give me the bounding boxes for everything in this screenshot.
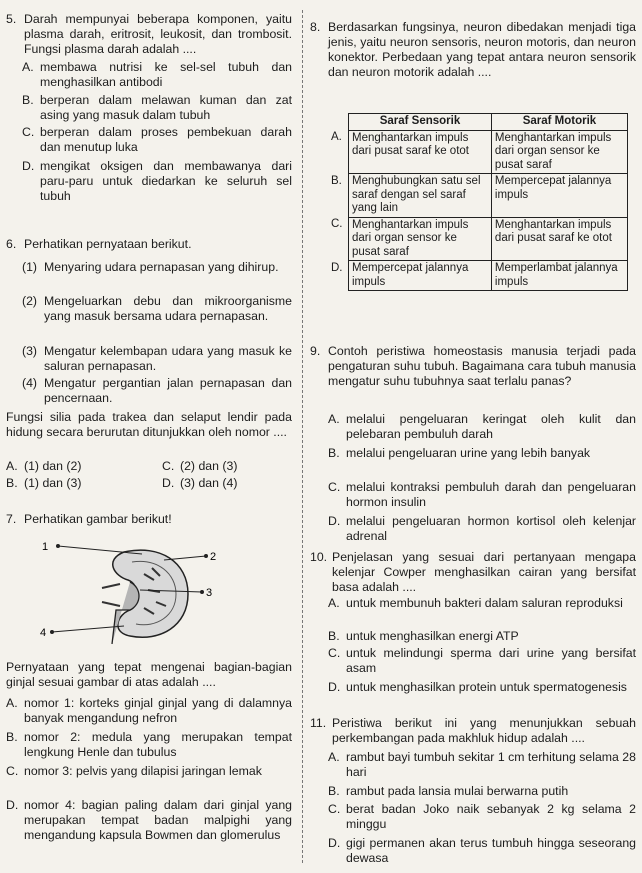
option-text: berperan dalam melawan kuman dan zat asing yang masuk dalam tubuh: [40, 93, 292, 122]
option-letter: A.: [22, 60, 34, 74]
cell-motorik: Mempercepat jalannya impuls: [491, 174, 627, 218]
q5-option-d[interactable]: [22, 159, 292, 204]
statement-number: (2): [22, 294, 38, 308]
option-text: berat badan Joko naik sebanyak 2 kg selama 2 minggu: [346, 802, 636, 831]
q6-option-a[interactable]: [6, 459, 136, 474]
question-stem: Darah mempunyai beberapa komponen, yaitu plasma darah, eritrosit, leukosit, dan trombosit. Fungsi plasma darah adalah ....: [24, 12, 292, 56]
q6-statement-4: [22, 376, 292, 406]
table-row[interactable]: [328, 261, 628, 291]
q6-statement-2: [22, 294, 292, 324]
option-letter: D.: [22, 159, 35, 173]
option-letter: B.: [328, 629, 340, 643]
q6-paragraph: Fungsi silia pada trakea dan selaput lendir pada hidung secara berurutan ditunjukkan oleh nomor ....: [6, 410, 292, 439]
cell-sensorik: Mempercepat jalannya impuls: [349, 261, 492, 291]
q11-option-b[interactable]: [328, 784, 636, 799]
option-letter: B.: [22, 93, 34, 107]
option-letter: A.: [328, 596, 340, 610]
question-stem: Berdasarkan fungsinya, neuron dibedakan menjadi tiga jenis, yaitu neuron sensoris, neuron motoris, dan neuron konektor. Perbedaan yang tepat antara neuron sensorik dan neuron motorik adalah ....: [328, 20, 636, 79]
question-number: 9.: [310, 344, 321, 358]
table-row[interactable]: [328, 130, 628, 174]
option-text: rambut pada lansia mulai berwarna putih: [346, 784, 569, 798]
q6-statement-3: [22, 344, 292, 374]
cell-motorik: Menghantarkan impuls dari organ sensor ke pusat saraf: [491, 130, 627, 174]
question-stem: Contoh peristiwa homeostasis manusia terjadi pada pengaturan suhu tubuh. Bagaimana cara tubuh manusia mengatur suhu tubuhnya saat terlalu panas?: [328, 344, 636, 388]
question-5: [6, 12, 292, 57]
row-letter: B.: [331, 174, 342, 187]
question-6: [6, 237, 292, 252]
statement-number: (1): [22, 260, 38, 274]
option-letter: C.: [328, 646, 341, 660]
option-letter: C.: [6, 764, 19, 778]
option-letter: D.: [328, 836, 341, 850]
option-letter: B.: [328, 446, 340, 460]
option-text: (2) dan (3): [180, 459, 238, 473]
option-text: berperan dalam proses pembekuan darah dan menutup luka: [40, 125, 292, 154]
question-7: [6, 512, 292, 527]
q9-option-a[interactable]: [328, 412, 636, 442]
option-letter: C.: [22, 125, 35, 139]
statement-text: Mengatur pergantian jalan pernapasan dan pencernaan.: [44, 376, 292, 405]
question-number: 11.: [310, 716, 327, 730]
q6-option-b[interactable]: [6, 476, 136, 491]
q11-option-a[interactable]: [328, 750, 636, 780]
question-stem: Perhatikan gambar berikut!: [24, 512, 172, 526]
option-text: nomor 3: pelvis yang dilapisi jaringan lemak: [24, 764, 262, 778]
question-number: 6.: [6, 237, 17, 251]
option-letter: B.: [328, 784, 340, 798]
option-text: (3) dan (4): [180, 476, 238, 490]
header-motorik: Saraf Motorik: [491, 114, 627, 131]
option-letter: A.: [6, 696, 18, 710]
q7-option-b[interactable]: [6, 730, 292, 760]
row-letter: A.: [331, 131, 342, 143]
option-letter: C.: [328, 802, 341, 816]
q6-option-d[interactable]: [162, 476, 292, 491]
statement-number: (3): [22, 344, 38, 358]
kidney-diagram: [32, 540, 222, 644]
option-letter: D.: [328, 680, 341, 694]
option-letter: D.: [328, 514, 341, 528]
q7-paragraph: Pernyataan yang tepat mengenai bagian-bagian ginjal sesuai gambar di atas adalah ....: [6, 660, 292, 689]
q7-option-a[interactable]: [6, 696, 292, 726]
question-stem: Penjelasan yang sesuai dari pertanyaan mengapa kelenjar Cowper menghasilkan cairan yang bersifat basa adalah ....: [332, 550, 636, 594]
table-row[interactable]: [328, 174, 628, 218]
cell-sensorik: Menghantarkan impuls dari pusat saraf ke otot: [349, 130, 492, 174]
label-1: 1: [42, 541, 49, 553]
q6-option-c[interactable]: [162, 459, 292, 474]
option-letter: A.: [6, 459, 18, 473]
option-letter: D.: [162, 476, 175, 490]
q9-option-d[interactable]: [328, 514, 636, 544]
option-text: melalui pengeluaran urine yang lebih banyak: [346, 446, 591, 460]
label-3: 3: [206, 587, 213, 599]
option-letter: C.: [328, 480, 341, 494]
label-4: 4: [40, 627, 47, 639]
q10-option-a[interactable]: [328, 596, 636, 611]
question-stem: Peristiwa berikut ini yang menunjukkan sebuah perkembangan pada makhluk hidup adalah ....: [332, 716, 636, 745]
question-number: 8.: [310, 20, 321, 34]
cell-sensorik: Menghubungkan satu sel saraf dengan sel saraf yang lain: [349, 174, 492, 218]
q9-option-b[interactable]: [328, 446, 636, 461]
table-row[interactable]: [328, 217, 628, 261]
option-text: untuk menghasilkan protein untuk spermatogenesis: [346, 680, 627, 694]
q10-option-b[interactable]: [328, 629, 636, 644]
option-text: membawa nutrisi ke sel-sel tubuh dan menghasilkan antibodi: [40, 60, 292, 89]
question-number: 7.: [6, 512, 17, 526]
q7-option-d[interactable]: [6, 798, 292, 843]
statement-text: Menyaring udara pernapasan yang dihirup.: [44, 260, 279, 274]
option-text: (1) dan (2): [24, 459, 82, 473]
question-number: 10.: [310, 550, 328, 564]
header-sensorik: Saraf Sensorik: [349, 114, 492, 131]
question-stem: Perhatikan pernyataan berikut.: [24, 237, 192, 251]
question-9: [310, 344, 636, 389]
q6-statement-1: [22, 260, 292, 275]
q9-option-c[interactable]: [328, 480, 636, 510]
option-text: mengikat oksigen dan membawanya dari paru-paru untuk diedarkan ke seluruh sel tubuh: [40, 159, 292, 203]
option-text: nomor 1: korteks ginjal ginjal yang di dalamnya banyak mengandung nefron: [24, 696, 292, 725]
option-letter: B.: [6, 730, 18, 744]
q11-option-c[interactable]: [328, 802, 636, 832]
neuron-table: [328, 113, 628, 291]
q10-option-c[interactable]: [328, 646, 636, 676]
cell-sensorik: Menghantarkan impuls dari organ sensor ke pusat saraf: [349, 217, 492, 261]
option-letter: A.: [328, 750, 340, 764]
statement-text: Mengeluarkan debu dan mikroorganisme yang masuk bersama udara pernapasan.: [44, 294, 292, 323]
option-text: untuk menghasilkan energi ATP: [346, 629, 519, 643]
option-text: (1) dan (3): [24, 476, 82, 490]
option-text: nomor 2: medula yang merupakan tempat lengkung Henle dan tubulus: [24, 730, 292, 759]
statement-text: Mengatur kelembapan udara yang masuk ke saluran pernapasan.: [44, 344, 292, 373]
column-divider: [302, 10, 303, 863]
q5-option-b[interactable]: [22, 93, 292, 123]
option-text: untuk melindungi sperma dari urine yang bersifat asam: [346, 646, 636, 675]
option-letter: B.: [6, 476, 18, 490]
option-text: melalui kontraksi pembuluh darah dan pengeluaran hormon insulin: [346, 480, 636, 509]
statement-number: (4): [22, 376, 38, 390]
option-text: melalui pengeluaran keringat oleh kulit dan pelebaran pembuluh darah: [346, 412, 636, 441]
label-2: 2: [210, 551, 217, 563]
question-10: [310, 550, 636, 595]
kidney-icon: [102, 550, 188, 644]
option-text: untuk membunuh bakteri dalam saluran reproduksi: [346, 596, 623, 610]
q5-option-c[interactable]: [22, 125, 292, 155]
option-letter: C.: [162, 459, 175, 473]
q11-option-d[interactable]: [328, 836, 636, 866]
row-letter: D.: [331, 261, 343, 274]
cell-motorik: Memperlambat jalannya impuls: [491, 261, 627, 291]
option-letter: A.: [328, 412, 340, 426]
option-letter: D.: [6, 798, 19, 812]
option-text: nomor 4: bagian paling dalam dari ginjal yang merupakan tempat badan malpighi yang mengandung kapsula Bowmen dan glomerulus: [24, 798, 292, 842]
row-letter: C.: [331, 218, 343, 230]
q7-option-c[interactable]: [6, 764, 292, 779]
q10-option-d[interactable]: [328, 680, 636, 695]
question-11: [310, 716, 636, 746]
question-8: [310, 20, 636, 80]
cell-motorik: Menghantarkan impuls dari pusat saraf ke otot: [491, 217, 627, 261]
q5-option-a[interactable]: [22, 60, 292, 90]
question-number: 5.: [6, 12, 17, 26]
option-text: gigi permanen akan terus tumbuh hingga seseorang dewasa: [346, 836, 636, 865]
option-text: rambut bayi tumbuh sekitar 1 cm terhitung selama 28 hari: [346, 750, 636, 779]
option-text: melalui pengeluaran hormon kortisol oleh kelenjar adrenal: [346, 514, 636, 543]
